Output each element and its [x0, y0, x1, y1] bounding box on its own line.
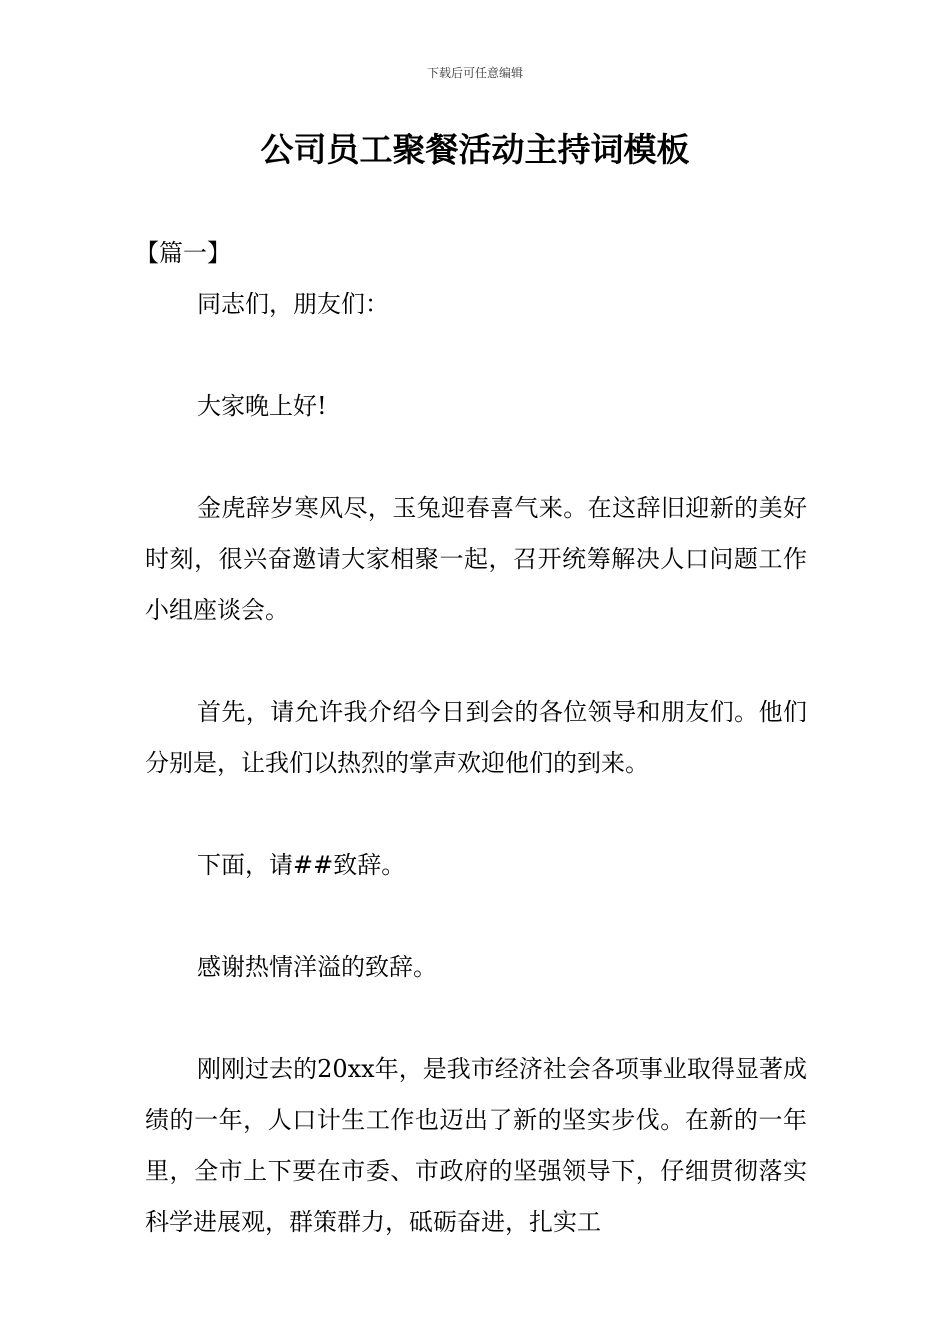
- document-title: 公司员工聚餐活动主持词模板: [260, 130, 690, 169]
- paragraph-review: 刚刚过去的20xx年，是我市经济社会各项事业取得显著成绩的一年，人口计生工作也迈出了新的坚实步伐。在新的一年里，全市上下要在市委、市政府的坚强领导下，仔细贯彻落实科学进展观，群策群力，砥砺奋进，扎实工: [145, 1055, 807, 1236]
- section-label: 【篇一】: [135, 239, 231, 267]
- paragraph-invite-speech: 下面，请##致辞。: [197, 851, 406, 879]
- paragraph-good-evening: 大家晚上好!: [197, 392, 327, 420]
- paragraph-opening: 金虎辞岁寒风尽，玉兔迎春喜气来。在这辞旧迎新的美好时刻，很兴奋邀请大家相聚一起，召开统筹解决人口问题工作小组座谈会。: [145, 494, 807, 624]
- page-header-note: 下载后可任意编辑: [426, 66, 523, 80]
- paragraph-greeting: 同志们，朋友们：: [197, 290, 389, 318]
- document-body: [135, 228, 807, 1299]
- paragraph-introduction: 首先，请允许我介绍今日到会的各位领导和朋友们。他们分别是，让我们以热烈的掌声欢迎他们的到来。: [145, 698, 807, 777]
- paragraph-thanks: 感谢热情洋溢的致辞。: [197, 953, 437, 981]
